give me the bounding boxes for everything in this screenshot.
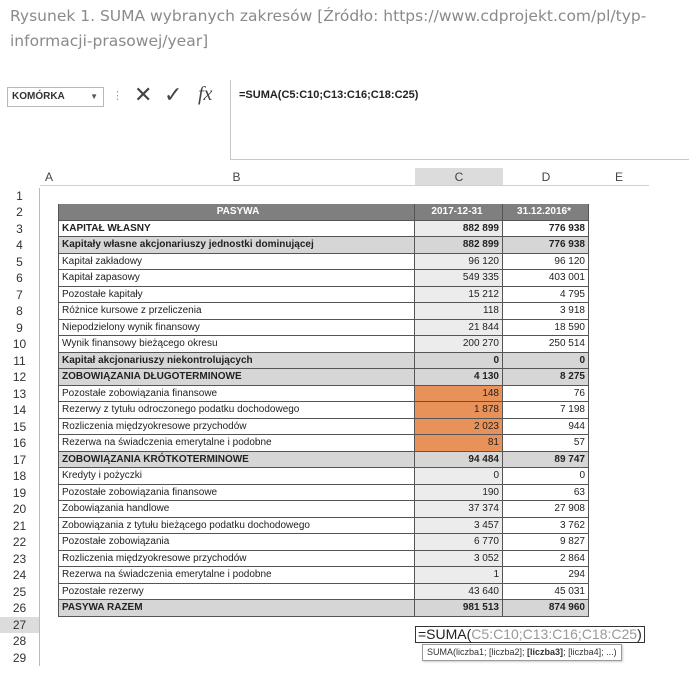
column-header-B[interactable]: B — [58, 168, 415, 186]
table-row — [58, 501, 589, 518]
cell-c[interactable]: 1 — [415, 567, 503, 584]
cell-b[interactable]: Kredyty i pożyczki — [58, 468, 415, 485]
cell-d[interactable]: 45 031 — [503, 584, 589, 601]
cell-c[interactable]: 118 — [415, 303, 503, 320]
cell-c[interactable]: 1 878 — [415, 402, 503, 419]
row-header-5[interactable]: 5 — [0, 254, 40, 271]
table-row — [58, 270, 589, 287]
cell-d[interactable]: 3 762 — [503, 518, 589, 535]
cell-b[interactable]: Kapitał zakładowy — [58, 254, 415, 271]
active-cell-editor[interactable] — [415, 626, 645, 643]
row-header-26[interactable]: 26 — [0, 600, 40, 617]
formula-close-paren: ) — [637, 626, 642, 642]
row-header-3[interactable]: 3 — [0, 221, 40, 238]
cell-d[interactable]: 776 938 — [503, 221, 589, 238]
table-row — [58, 402, 589, 419]
cell-d[interactable]: 0 — [503, 353, 589, 370]
column-headers — [0, 168, 689, 186]
formula-text: =SUMA(C5:C10;C13:C16;C18:C25) — [239, 89, 419, 101]
row-header-16[interactable]: 16 — [0, 435, 40, 452]
row-header-21[interactable]: 21 — [0, 518, 40, 535]
cell-d[interactable]: 8 275 — [503, 369, 589, 386]
formula-input[interactable] — [230, 80, 689, 160]
table-row — [58, 485, 589, 502]
chevron-down-icon[interactable]: ▼ — [90, 92, 98, 101]
name-box[interactable] — [7, 87, 104, 107]
cell-b[interactable]: ZOBOWIĄZANIA DŁUGOTERMINOWE — [58, 369, 415, 386]
cell-c[interactable]: 4 130 — [415, 369, 503, 386]
cell-b[interactable]: Kapitał zapasowy — [58, 270, 415, 287]
table-row — [58, 600, 589, 617]
cell-b[interactable]: Zobowiązania z tytułu bieżącego podatku dochodowego — [58, 518, 415, 535]
cell-b[interactable]: Rozliczenia międzyokresowe przychodów — [58, 551, 415, 568]
cell-b[interactable]: Różnice kursowe z przeliczenia — [58, 303, 415, 320]
range-ref-2: C13:C16 — [522, 626, 578, 642]
table-header-row — [58, 204, 589, 221]
header-cell-c[interactable]: 2017-12-31 — [415, 204, 503, 221]
table-row — [58, 567, 589, 584]
row-header-29[interactable]: 29 — [0, 650, 40, 667]
cell-d[interactable]: 2 864 — [503, 551, 589, 568]
cell-b[interactable]: Rezerwy z tytułu odroczonego podatku dochodowego — [58, 402, 415, 419]
cell-d[interactable]: 944 — [503, 419, 589, 436]
row-header-2[interactable]: 2 — [0, 204, 40, 221]
cell-d[interactable]: 776 938 — [503, 237, 589, 254]
range-ref-1: C5:C10 — [471, 626, 519, 642]
row-header-10[interactable]: 10 — [0, 336, 40, 353]
cell-c[interactable]: 43 640 — [415, 584, 503, 601]
function-tooltip — [422, 644, 622, 661]
row-header-11[interactable]: 11 — [0, 353, 40, 370]
table-row — [58, 452, 589, 469]
cell-c[interactable]: 981 513 — [415, 600, 503, 617]
table-row — [58, 336, 589, 353]
cell-c[interactable]: 549 335 — [415, 270, 503, 287]
cell-d[interactable]: 294 — [503, 567, 589, 584]
row-header-9[interactable]: 9 — [0, 320, 40, 337]
row-header-1[interactable]: 1 — [0, 188, 40, 205]
cell-c[interactable]: 21 844 — [415, 320, 503, 337]
cell-b[interactable]: Pozostałe kapitały — [58, 287, 415, 304]
row-header-25[interactable]: 25 — [0, 584, 40, 601]
cell-b[interactable]: Zobowiązania handlowe — [58, 501, 415, 518]
cell-c[interactable]: 37 374 — [415, 501, 503, 518]
cell-d[interactable]: 250 514 — [503, 336, 589, 353]
cell-b[interactable]: PASYWA RAZEM — [58, 600, 415, 617]
cell-c[interactable]: 81 — [415, 435, 503, 452]
cell-c[interactable]: 94 484 — [415, 452, 503, 469]
range-ref-3: C18:C25 — [581, 626, 638, 642]
cell-c[interactable]: 0 — [415, 353, 503, 370]
cell-c[interactable]: 0 — [415, 468, 503, 485]
cell-d[interactable]: 96 120 — [503, 254, 589, 271]
table-row — [58, 386, 589, 403]
table-row — [58, 221, 589, 238]
cell-d[interactable]: 7 198 — [503, 402, 589, 419]
row-header-12[interactable]: 12 — [0, 369, 40, 386]
separator: ; — [577, 626, 582, 642]
separator: ; — [518, 626, 523, 642]
cell-d[interactable]: 4 795 — [503, 287, 589, 304]
row-header-14[interactable]: 14 — [0, 402, 40, 419]
formula-function: =SUMA( — [418, 626, 472, 642]
cell-b[interactable]: Rezerwa na świadczenia emerytalne i podobne — [58, 567, 415, 584]
table-row — [58, 353, 589, 370]
table-row — [58, 419, 589, 436]
cell-c[interactable]: 882 899 — [415, 221, 503, 238]
row-header-27[interactable]: 27 — [0, 617, 40, 634]
confirm-icon[interactable]: ✓ — [164, 82, 183, 107]
tooltip-text-after: ; [liczba4]; ...) — [563, 647, 617, 657]
cell-d[interactable]: 57 — [503, 435, 589, 452]
row-header-28[interactable]: 28 — [0, 633, 40, 650]
table-row — [58, 551, 589, 568]
cancel-icon[interactable]: ✕ — [134, 82, 153, 107]
formula-bar — [0, 80, 689, 160]
function-icon[interactable]: fx — [198, 83, 213, 105]
row-header-18[interactable]: 18 — [0, 468, 40, 485]
cell-b[interactable]: ZOBOWIĄZANIA KRÓTKOTERMINOWE — [58, 452, 415, 469]
row-header-23[interactable]: 23 — [0, 551, 40, 568]
column-header-A[interactable]: A — [40, 168, 58, 186]
cell-d[interactable]: 0 — [503, 468, 589, 485]
cell-d[interactable]: 89 747 — [503, 452, 589, 469]
tooltip-current-arg[interactable]: [liczba3] — [527, 647, 564, 657]
cell-d[interactable]: 3 918 — [503, 303, 589, 320]
cell-b[interactable]: KAPITAŁ WŁASNY — [58, 221, 415, 238]
cell-c[interactable]: 3 052 — [415, 551, 503, 568]
table-row — [58, 320, 589, 337]
name-box-value: KOMÓRKA — [12, 91, 65, 102]
cell-b[interactable]: Kapitały własne akcjonariuszy jednostki dominującej — [58, 237, 415, 254]
header-cell-d[interactable]: 31.12.2016* — [503, 204, 589, 221]
table-row — [58, 303, 589, 320]
cell-d[interactable]: 403 001 — [503, 270, 589, 287]
row-header-8[interactable]: 8 — [0, 303, 40, 320]
row-header-22[interactable]: 22 — [0, 534, 40, 551]
column-header-D[interactable]: D — [503, 168, 589, 186]
table-row — [58, 518, 589, 535]
cell-d[interactable]: 9 827 — [503, 534, 589, 551]
row-header-19[interactable]: 19 — [0, 485, 40, 502]
cell-d[interactable]: 27 908 — [503, 501, 589, 518]
table-row — [58, 584, 589, 601]
cell-b[interactable]: Kapitał akcjonariuszy niekontrolujących — [58, 353, 415, 370]
figure-caption: Rysunek 1. SUMA wybranych zakresów [Źródło: https://www.cdprojekt.com/pl/typ-informacji-prasowej/year] — [10, 7, 647, 50]
cell-b[interactable]: Rezerwa na świadczenia emerytalne i podobne — [58, 435, 415, 452]
tooltip-text-before: SUMA(liczba1; [liczba2]; — [427, 647, 528, 657]
cell-b[interactable]: Wynik finansowy bieżącego okresu — [58, 336, 415, 353]
header-cell-b[interactable]: PASYWA — [58, 204, 415, 221]
table-row — [58, 468, 589, 485]
row-header-6[interactable]: 6 — [0, 270, 40, 287]
cell-c[interactable]: 15 212 — [415, 287, 503, 304]
table-row — [58, 287, 589, 304]
cell-d[interactable]: 18 590 — [503, 320, 589, 337]
column-header-C[interactable]: C — [415, 168, 503, 186]
row-header-20[interactable]: 20 — [0, 501, 40, 518]
cell-c[interactable]: 2 023 — [415, 419, 503, 436]
table-row — [58, 369, 589, 386]
cell-c[interactable]: 6 770 — [415, 534, 503, 551]
row-header-17[interactable]: 17 — [0, 452, 40, 469]
cell-b[interactable]: Rozliczenia międzyokresowe przychodów — [58, 419, 415, 436]
cell-b[interactable]: Niepodzielony wynik finansowy — [58, 320, 415, 337]
row-header-13[interactable]: 13 — [0, 386, 40, 403]
table-row — [58, 237, 589, 254]
cell-c[interactable]: 96 120 — [415, 254, 503, 271]
row-header-15[interactable]: 15 — [0, 419, 40, 436]
cell-c[interactable]: 148 — [415, 386, 503, 403]
row-header-24[interactable]: 24 — [0, 567, 40, 584]
table-row — [58, 534, 589, 551]
cell-c[interactable]: 200 270 — [415, 336, 503, 353]
cell-b[interactable]: Pozostałe rezerwy — [58, 584, 415, 601]
cell-c[interactable]: 882 899 — [415, 237, 503, 254]
cell-d[interactable]: 874 960 — [503, 600, 589, 617]
cell-d[interactable]: 76 — [503, 386, 589, 403]
row-header-7[interactable]: 7 — [0, 287, 40, 304]
cell-d[interactable]: 63 — [503, 485, 589, 502]
table-row — [58, 254, 589, 271]
cell-b[interactable]: Pozostałe zobowiązania finansowe — [58, 485, 415, 502]
column-header-E[interactable]: E — [589, 168, 649, 186]
cell-c[interactable]: 190 — [415, 485, 503, 502]
cell-b[interactable]: Pozostałe zobowiązania — [58, 534, 415, 551]
more-dots-icon: ⋮ — [112, 90, 123, 102]
cell-b[interactable]: Pozostałe zobowiązania finansowe — [58, 386, 415, 403]
table-row — [58, 435, 589, 452]
cell-c[interactable]: 3 457 — [415, 518, 503, 535]
row-header-4[interactable]: 4 — [0, 237, 40, 254]
